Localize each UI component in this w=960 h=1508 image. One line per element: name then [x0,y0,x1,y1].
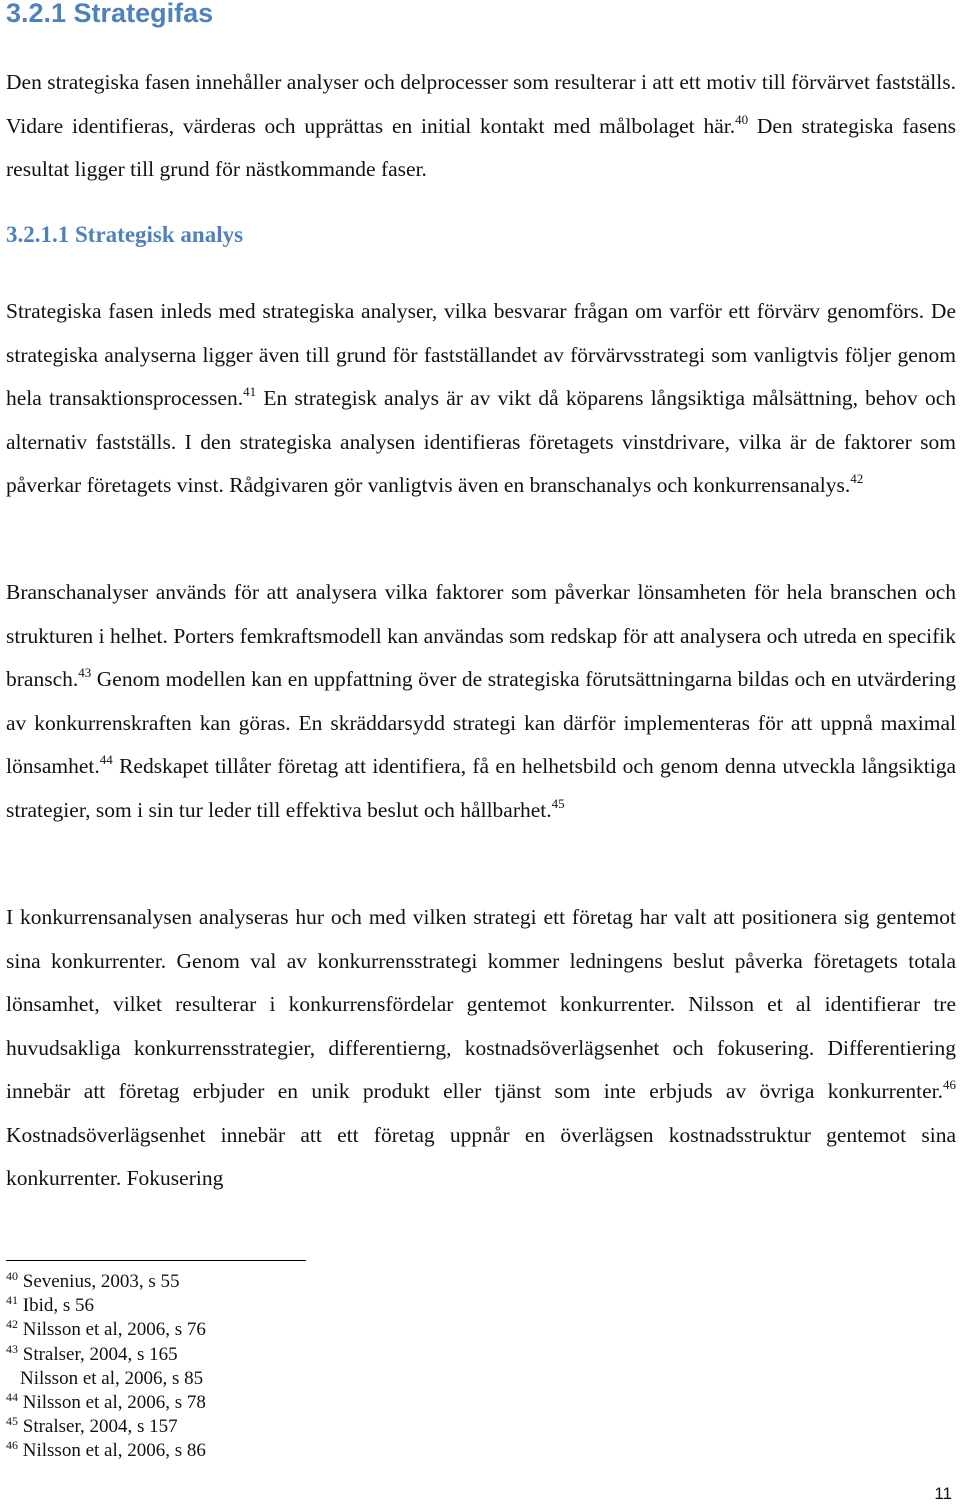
footnote-ref[interactable]: 46 [943,1077,956,1092]
footnote-item [6,1343,206,1367]
footnote-text: Nilsson et al, 2006, s 86 [22,1440,206,1462]
paragraph-text: Strategiska fasen inleds med strategiska analyser, vilka besvarar frågan om varför ett förvärv genomförs. De strategiska analyserna ligger även till grund för fastställandet av förvärvsstrategi som vanligtvis följer genom hela transaktionsprocessen. [6,299,956,410]
footnote-text: Ibid, s 56 [22,1295,94,1317]
footnote-ref[interactable]: 45 [551,795,565,811]
section-heading: 3.2.1 Strategifas [6,0,214,28]
footnote-number: 44 [6,1390,18,1405]
footnote-number: 46 [6,1438,18,1453]
footnote-item [6,1294,206,1318]
footnotes [6,1270,206,1464]
footnote-item [6,1367,206,1391]
paragraph-text: Den strategiska fasens resultat ligger till grund för nästkommande faser. [6,113,956,181]
footnote-ref[interactable]: 41 [243,384,257,399]
footnote-text: Stralser, 2004, s 165 [22,1343,178,1365]
footnote-item [6,1439,206,1463]
footnote-text: Nilsson et al, 2006, s 85 [20,1367,204,1389]
footnote-ref[interactable]: 43 [78,665,92,680]
footnote-number: 42 [6,1317,18,1332]
footnote-number: 45 [6,1414,18,1429]
paragraph-text: En strategisk analys är av vikt då köparens långsiktiga målsättning, behov och alternativ fastställs. I den strategiska analysen identifieras företagets vinstdrivare, vilka är de faktorer som påverkar företagets vinst. Rådgivaren gör vanligtvis även en branschanalys och konkurrensanalys. [6,386,957,497]
subsection-heading: 3.2.1.1 Strategisk analys [6,222,244,247]
footnote-text: Nilsson et al, 2006, s 78 [22,1392,206,1414]
footnote-item [6,1415,206,1439]
paragraph-text: Kostnadsöverlägsenhet innebär att ett företag uppnår en överlägsen kostnadsstruktur gentemot sina konkurrenter. Fokusering [6,1122,956,1190]
footnote-number: 40 [6,1269,18,1283]
paragraph-industry-analysis [6,571,956,832]
footnote-separator [6,1260,306,1261]
paragraph-text: Den strategiska fasen innehåller analyser och delprocesser som resulterar i att ett motiv till förvärvet fastställs. Vidare identifieras, värderas och upprättas en initial kontakt med målbolaget här. [6,70,956,138]
footnote-item [6,1270,206,1294]
page-number: 11 [934,1484,952,1503]
paragraph-text: Branschanalyser används för att analysera vilka faktorer som påverkar lönsamheten för hela branschen och strukturen i helhet. Porters femkraftsmodell kan användas som redskap för att analysera och utreda en specifik bransch. [6,580,956,691]
footnote-ref[interactable]: 44 [99,752,113,767]
footnote-text: Sevenius, 2003, s 55 [22,1271,180,1292]
footnote-ref[interactable]: 40 [735,111,749,127]
paragraph-text: Redskapet tillåter företag att identifiera, få en helhetsbild och genom denna utveckla långsiktiga strategier, som i sin tur leder till effektiva beslut och hållbarhet. [6,754,956,822]
paragraph-strategic-analysis [6,290,956,508]
footnote-item [6,1391,206,1415]
paragraph-intro [6,61,956,192]
footnote-number: 41 [6,1293,18,1308]
paragraph-text: Genom modellen kan en uppfattning över de strategiska förutsättningarna bildas och en utvärdering av konkurrenskraften kan göras. En skräddarsydd strategi kan därför implementeras för att uppnå maximal lönsamhet. [6,667,956,778]
footnote-ref[interactable]: 42 [850,471,864,486]
footnote-text: Nilsson et al, 2006, s 76 [22,1319,206,1341]
footnote-item [6,1318,206,1342]
footnote-number: 43 [6,1341,18,1356]
paragraph-competitor-analysis [6,896,956,1201]
footnote-text: Stralser, 2004, s 157 [22,1416,178,1438]
paragraph-text: I konkurrensanalysen analyseras hur och med vilken strategi ett företag har valt att positionera sig gentemot sina konkurrenter. Genom val av konkurrensstrategi kommer ledningens beslut påverka företagets totala lönsamhet, vilket resulterar i konkurrensfördelar gentemot konkurrenter. Nilsson et al identifierar tre huvudsakliga konkurrensstrategier, differentierng, kostnadsöverlägsenhet och fokusering. Differentiering innebär att företag erbjuder en unik produkt eller tjänst som inte erbjuds av övriga konkurrenter. [6,905,956,1103]
